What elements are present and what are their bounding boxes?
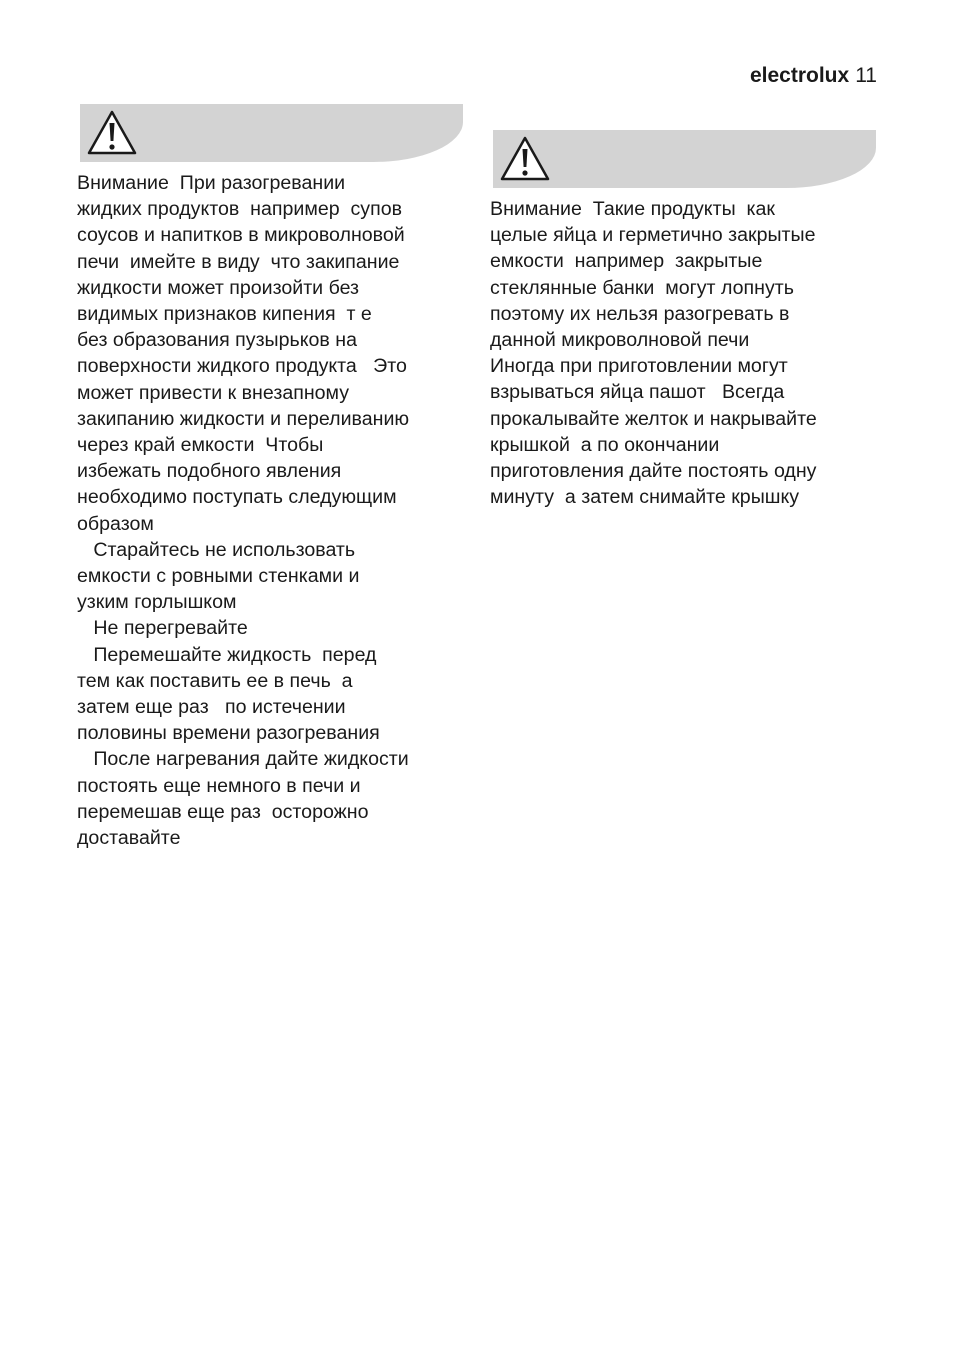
text-line: соусов и напитков в микроволновой xyxy=(77,224,405,247)
text-line: печи имейте в виду что закипание xyxy=(77,250,400,273)
text-line: целые яйца и герметично закрытые xyxy=(490,224,816,247)
text-line: тем как поставить ее в печь а xyxy=(77,669,353,692)
warning-banner xyxy=(493,130,876,188)
text-line: Внимание Такие продукты как xyxy=(490,198,776,220)
text-line: После нагревания дайте жидкости xyxy=(77,748,409,771)
text-line: минуту а затем снимайте крышку xyxy=(490,486,800,509)
text-line: Не перегревайте xyxy=(77,617,248,640)
text-line: доставайте xyxy=(77,827,181,850)
text-line: емкости например закрытые xyxy=(490,250,763,273)
page-header xyxy=(750,62,877,90)
text-line: приготовления дайте постоять одну xyxy=(490,460,817,483)
text-line: через край емкости Чтобы xyxy=(77,434,324,457)
text-line: может привести к внезапному xyxy=(77,381,350,404)
left-warning-text xyxy=(77,170,469,851)
text-line: жидких продуктов например супов xyxy=(77,198,403,221)
text-line: емкости с ровными стенками и xyxy=(77,565,360,588)
warning-banner xyxy=(80,104,463,162)
text-line: данной микроволновой печи xyxy=(490,329,750,352)
text-line: образом xyxy=(77,512,154,535)
left-column xyxy=(77,104,469,851)
right-column xyxy=(490,130,882,510)
warning-triangle-icon xyxy=(499,135,551,183)
text-line: крышкой а по окончании xyxy=(490,433,720,456)
right-warning-text xyxy=(490,196,882,510)
text-line: поверхности жидкого продукта Это xyxy=(77,355,407,378)
warning-triangle-icon xyxy=(86,109,138,157)
text-line: избежать подобного явления xyxy=(77,460,342,483)
text-line: Иногда при приготовлении могут xyxy=(490,355,788,378)
text-line: половины времени разогревания xyxy=(77,722,380,745)
text-line: Старайтесь не использовать xyxy=(77,538,356,561)
text-line: видимых признаков кипения т е xyxy=(77,303,372,326)
text-line: необходимо поступать следующим xyxy=(77,486,397,509)
text-line: взрываться яйца пашот Всегда xyxy=(490,381,785,404)
text-line: узким горлышком xyxy=(77,591,237,614)
text-line: прокалывайте желток и накрывайте xyxy=(490,407,817,430)
text-line: постоять еще немного в печи и xyxy=(77,774,361,797)
text-line: затем еще раз по истечении xyxy=(77,696,346,719)
brand-name: electrolux xyxy=(749,64,850,87)
text-line: поэтому их нельзя разогревать в xyxy=(490,302,790,325)
text-line: жидкости может произойти без xyxy=(77,276,360,299)
page-number: 11 xyxy=(855,64,877,87)
text-line: стеклянные банки могут лопнуть xyxy=(490,276,794,299)
text-line: Внимание При разогревании xyxy=(77,172,346,194)
text-line: перемешав еще раз осторожно xyxy=(77,800,369,823)
text-line: Перемешайте жидкость перед xyxy=(77,643,377,666)
text-line: закипанию жидкости и переливанию xyxy=(77,407,410,430)
text-line: без образования пузырьков на xyxy=(77,329,357,352)
